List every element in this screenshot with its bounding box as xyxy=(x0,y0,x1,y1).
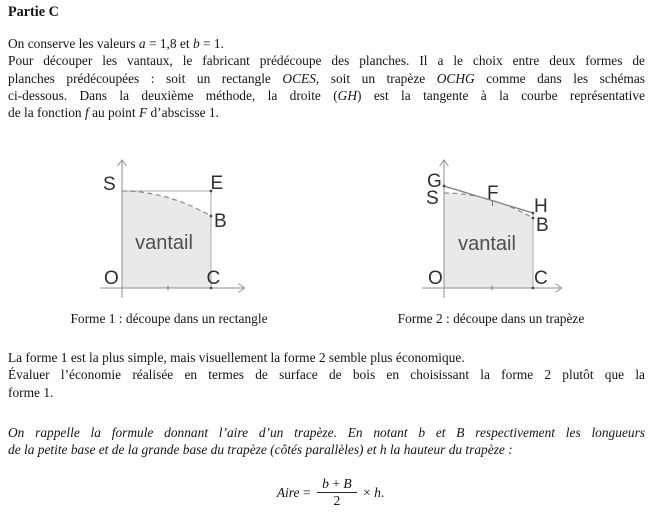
text-line: Pour découper les vantaux, le fabricant prédécoupe des planches. Il a le choix entre deux formes de xyxy=(8,53,645,69)
fig2-label-F: F xyxy=(487,183,499,204)
text-line: de la fonction f au point F d’abscisse 1. xyxy=(8,105,219,121)
conclusion-paragraph xyxy=(8,349,645,401)
fig2-label-S: S xyxy=(426,188,439,209)
text-line: On conserve les valeurs a = 1,8 et b = 1. xyxy=(8,36,224,51)
area-formula xyxy=(0,476,661,509)
text-line: forme 1. xyxy=(8,384,54,400)
fig2-label-C: C xyxy=(534,268,548,289)
text-line: de la petite base et de la grande base du trapèze (côtés parallèles) et h la hauteur du trapèze : xyxy=(8,442,513,458)
figure-2-diagram xyxy=(415,155,575,303)
fig2-point-B-dot xyxy=(532,217,535,220)
text-line: planches prédécoupées : soit un rectangle OCES, soit un trapèze OCHG comme dans les schémas xyxy=(8,70,645,86)
figure-2-caption: Forme 2 : découpe dans un trapèze xyxy=(397,311,585,326)
fig2-region-label: vantail xyxy=(458,233,516,255)
text-line: On rappelle la formule donnant l’aire d’un trapèze. En notant b et B respectivement les longueurs xyxy=(8,425,646,440)
fig1-region-label: vantail xyxy=(135,232,193,254)
formula-numerator: b + B xyxy=(317,476,357,493)
fig1-label-O: O xyxy=(104,268,119,289)
formula-rhs: × h. xyxy=(359,484,385,500)
fig2-label-H: H xyxy=(534,196,548,217)
fig2-point-G-dot xyxy=(443,185,446,188)
text-line: La forme 1 est la plus simple, mais visuellement la forme 2 semble plus économique. xyxy=(8,350,465,365)
formula-lhs: Aire = xyxy=(276,484,315,500)
text-line: Évaluer l’économie réalisée en termes de surface de bois en choisissant la forme 2 plutôt que la xyxy=(8,367,645,383)
fig1-point-B-dot xyxy=(210,215,213,218)
intro-paragraph xyxy=(8,35,645,121)
fig1-label-B: B xyxy=(214,211,227,232)
fig1-label-C: C xyxy=(206,268,221,289)
figure-1-caption: Forme 1 : découpe dans un rectangle xyxy=(70,311,268,326)
fig2-label-B: B xyxy=(536,215,549,236)
fig1-label-E: E xyxy=(210,173,224,194)
formula-note-paragraph xyxy=(8,424,645,459)
formula-fraction xyxy=(317,476,357,509)
fig2-label-O: O xyxy=(428,268,443,289)
formula-denominator: 2 xyxy=(333,493,341,508)
fig1-label-S: S xyxy=(103,174,116,195)
page-title: Partie C xyxy=(8,4,59,20)
figure-1-diagram xyxy=(95,155,255,303)
fig2-label-G: G xyxy=(427,171,442,192)
text-line: ci-dessous. Dans la deuxième méthode, la droite (GH) est la tangente à la courbe représentative xyxy=(8,87,645,103)
